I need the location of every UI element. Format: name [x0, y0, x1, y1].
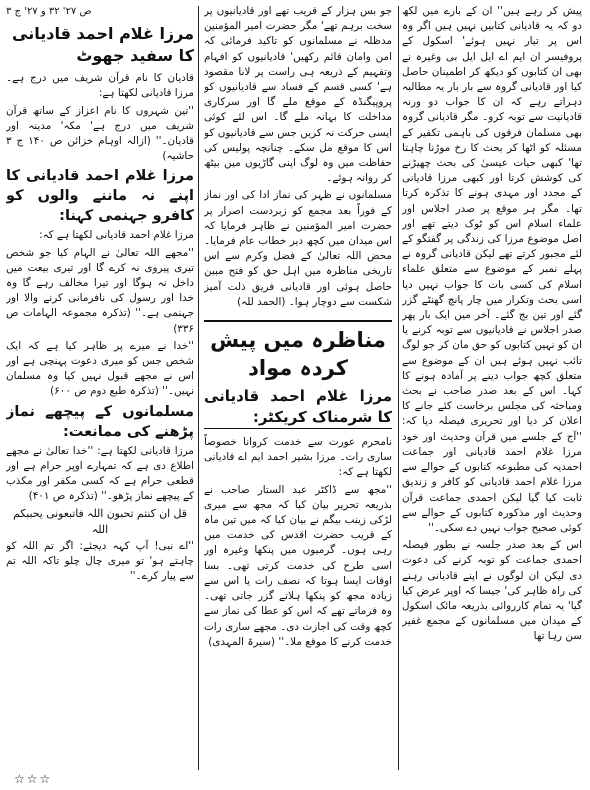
- arabic-verse-translation: ''اے نبی! آپ کہہ دیجئے: اگر تم اللہ کو چاہتے ہو' تو میری چال چلو تاکہ اللہ تم سے پیار کرے۔'': [6, 539, 194, 583]
- right-paragraph-2: اس کے بعد صدر جلسہ نے بطور فیصلہ احمدی جماعت کو توبہ کرنے کی دعوت دی لیکن ان لوگوں نے اپنے قادیانی رہنے کی راہ ظاہر کی' جیسا کہ اوپر عرض کیا گیا' یہ تمام کارروائی بذریعہ مائک اسکول کے میدان میں مسلمانوں کے مجمع غفیر سن رہا تھا: [402, 539, 582, 643]
- middle-section-paragraph-1: نامحرم عورت سے خدمت کروانا خصوصاً ساری رات۔ مرزا بشیر احمد ایم اے قادیانی لکھتا ہے کہ:: [204, 436, 392, 479]
- calling-disbelievers-quote-1: ''مجھے اللہ تعالیٰ نے الہام کیا جو شخص تیری پیروی نہ کرے گا اور تیری بیعت میں داخل نہ ہوگا اور تیرا مخالف رہے گا وہ خدا اور رسول کی نافرمانی کرنے والا اور جہنمی ہے۔'' (تذکرہ مجموعہ الہامات ص ۳۳۶): [6, 246, 194, 335]
- middle-paragraph-1: جو بس ہزار کے قریب تھے اور قادیانیوں پر سخت برہم تھے' مگر حضرت امیر المؤمنین مدظلہ نے مسلمانوں کو تاکید فرمائی کہ امن وامان قائم رکھیں' قادیانیوں کو افہام وتفہیم کے ذریعہ ہی راست پر لانا مقصود ہے' کسی قسم کے فساد سے قادیانیوں کو پروپیگنڈہ کے موقع ملے گا اور سرکاری مداخلت کا بہانہ ملے گا۔ اس لئے کوئی ایسی حرکت نہ کریں جس سے قادیانیوں کو اس کا موقع مل سکے۔ چنانچہ پولیس کی حفاظت میں وہ لوگ اپنی گاڑیوں میں بیٹھ کر روانہ ہوئے۔: [204, 5, 392, 185]
- section-big-heading: مناظرہ میں پیش کردہ مواد: [204, 320, 392, 382]
- arabic-verse: قل ان کنتم تحبون اللہ فاتبعونی یحببکم اللہ: [13, 507, 187, 536]
- prayer-prohibition-text: مرزا قادیانی لکھتا ہے: ''خدا تعالیٰ نے مجھے اطلاع دی ہے کہ تمہارے اوپر حرام ہے اور قطعی حرام ہے کہ کسی مکفر اور مکذب کے پیچھے نماز پڑھو۔'' (تذکرہ ص ۴۰۱): [6, 444, 194, 503]
- white-lie-intro: قادیان کا نام قرآن شریف میں درج ہے۔ مرزا قادیانی لکھتا ہے:: [6, 72, 194, 100]
- calling-disbelievers-intro: مرزا غلام احمد قادیانی لکھتا ہے کہ:: [39, 229, 194, 242]
- middle-column: [204, 4, 392, 772]
- column-divider: [198, 6, 199, 770]
- right-column: [402, 4, 582, 772]
- top-reference: ص ۲۷' ۳۲ و ۲۷' ج ۳: [6, 6, 92, 17]
- calling-disbelievers-quote-2: ''خدا نے میرے پر ظاہر کیا ہے کہ ایک شخص جس کو میری دعوت پہنچی ہے اور اس نے مجھے قبول نہیں کیا وہ مسلمان نہیں۔'' (تذکرہ طبع دوم ص ۶۰۰): [6, 339, 194, 398]
- star-ornament: ☆☆☆: [14, 772, 53, 786]
- middle-section-quote: ''مجھ سے ڈاکٹر عبد الستار صاحب نے بذریعہ تحریر بیان کیا کہ مجھ سے میری لڑکی زینب بیگم نے بیان کیا کہ میں تین ماہ کے قریب حضرت اقدس کی خدمت میں رہی ہوں۔ گرمیوں میں پنکھا وغیرہ اور اسی طرح کی خدمت کرتی تھی۔ بسا اوقات ایسا ہوتا کہ نصف رات یا اس سے زیادہ مجھ کو پنکھا ہلاتے گزر جاتی تھی۔ وہ فرماتے تھے کہ اس کو عطا کی نماز سے کچھ وقت کی اجازت دی۔ مجھے ساری رات خدمت کرنے کا موقع ملا۔'' (سیرۃ المہدی): [204, 483, 392, 648]
- left-column: [6, 4, 194, 772]
- column-divider: [398, 6, 399, 770]
- heading-prayer-prohibition: مسلمانوں کے پیچھے نماز پڑھنے کی ممانعت:: [6, 403, 194, 440]
- right-paragraph-1: پیش کر رہے ہیں'' ان کے بارے میں لکھ دو کہ یہ قادیانی کتابیں نہیں ہیں اگر وہ اس پر تیار نہیں ہوئے' اسکول کے پروفیسر ان ایم اے ایل ایل بی وغیرہ نے بھی ان کتابوں کو دیکھ کر اطمینان حاصل کیا اور قادیانی گروہ سے بار بار یہ مطالبہ دہراتے رہے کہ ان کا جواب دو ورنہ قادیانیت سے توبہ کرو۔ مگر قادیانی گروہ بھی مسلمان فرقوں کی باہمی تکفیر کے مسئلہ کو اٹھا کر بحث کا رخ موڑنا چاہتا تھا' کبھی حیات عیسیٰ کی بحث چھیڑنے کی کوشش کرتا اور کبھی مرزا قادیانی کے مجدد اور مہدی ہونے کا تذکرہ کرتا تھا۔ مگر ہر موقع پر صدر اجلاس اور علماء اسلام اس کو ٹوک دیتے تھے اور اصل موضوع مرزا کی زندگی پر گفتگو کے لئے مجبور کرتے تھے لیکن قادیانی گروہ نے پہلے نمبر کے موضوع سے متعلق علماء اسلام کی کسی بات کا جواب نہیں دیا اسی بحث وتکرار میں چار پانچ گھنٹے گزر گئے اور تین بج گئے۔ آخر میں ایک بار پھر صدر اجلاس نے قادیانیوں سے توبہ کرنے یا ان کو نہیں کتابوں کو حق مان کر جو لوگ تائب نہیں ہوئے ہیں ان کے موضوع سے متعلق کچھ جواب دینے پر آمادہ ہونے کا کہا۔ اس کے بعد صدر صاحب نے بحث ومباحثہ کی مجلس برخاست کئے جانے کا اعلان کر دیا اور تحریری فیصلہ دیا کہ: ''آج کے جلسے میں قرآن وحدیث اور خود مرزا غلام احمد قادیانی اور جماعت احمدیہ کی مطبوعہ کتابوں کے حوالے سے مرزا غلام احمد قادیانی کو کافر و زندیق ثابت کیا گیا لیکن احمدی جماعت قرآن وحدیث اور مذکورہ کتابوں کے حوالے سے کوئی صحیح جواب نہیں دے سکی۔'': [402, 5, 582, 534]
- heading-calling-disbelievers: مرزا غلام احمد قادیانی کا اپنے نہ ماننے والوں کو کافرو جہنمی کہنا:: [6, 168, 194, 225]
- heading-white-lie: مرزا غلام احمد قادیانی کا سفید جھوٹ: [12, 24, 194, 66]
- middle-paragraph-2: مسلمانوں نے ظہر کی نماز ادا کی اور نماز کے فوراً بعد مجمع کو زبردست اصرار پر حضرت امیر المؤمنین نے ظاہر فرمایا کہ اس میدان میں کچھ دیر خطاب عام فرمایا۔ محض اللہ تعالیٰ کے فضل وکرم سے اس تاریخی مناظرہ میں اہل حق کو فتح مبین حاصل ہوئی اور قادیانی فریق ذلت آمیز شکست سے دوچار ہوا۔ (الحمد للہ): [204, 189, 392, 308]
- white-lie-quote: ''تین شہروں کا نام اعزاز کے ساتھ قرآن شریف میں درج ہے' مکہ' مدینہ اور قادیان۔'' (ازالہ اوہام خزائن ص ۱۴۰ ج ۳ حاشیہ): [6, 104, 194, 163]
- section-heading: مرزا غلام احمد قادیانی کا شرمناک کریکٹر:: [204, 386, 392, 429]
